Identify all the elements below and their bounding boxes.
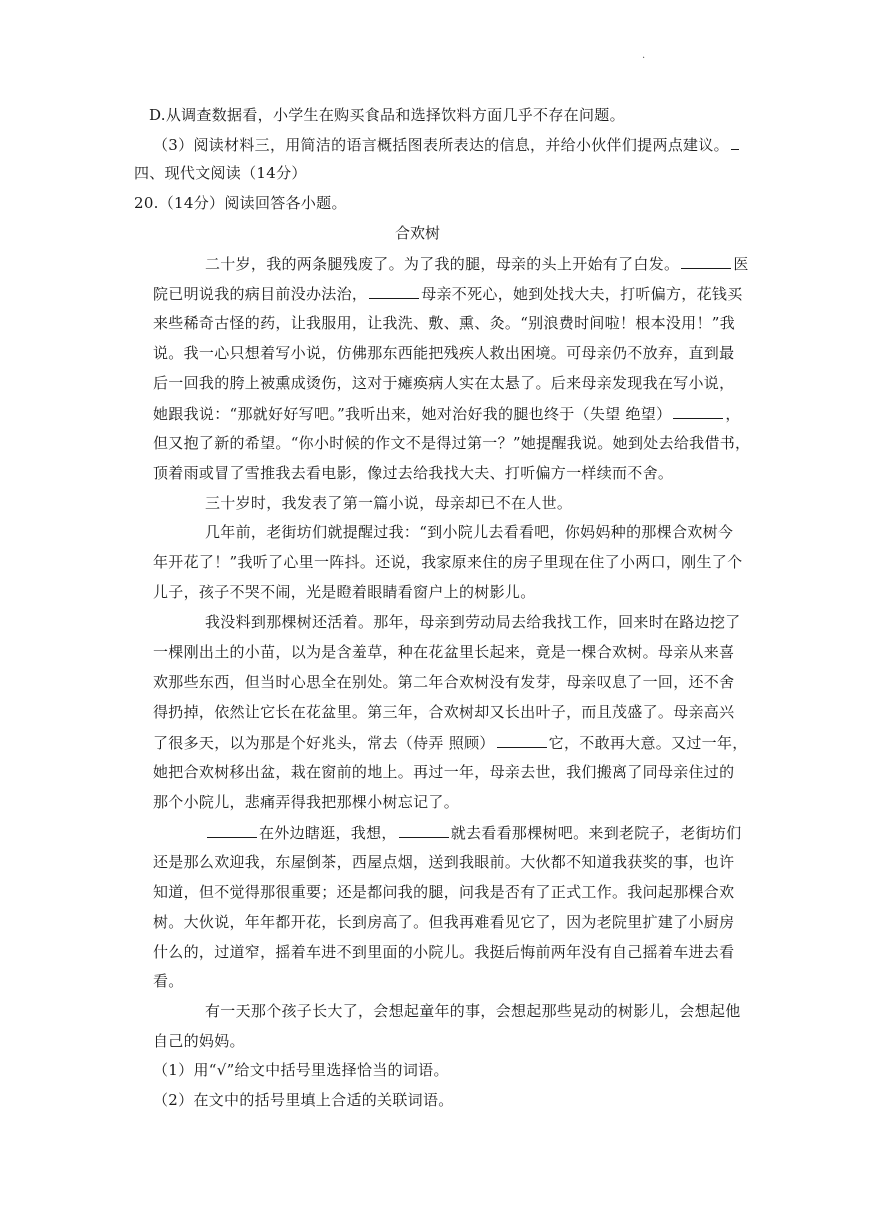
article-title: 合欢树 (395, 224, 441, 242)
sub-question-2: （2）在文中的括号里填上合适的关联词语。 (153, 1091, 454, 1109)
fill-blank[interactable] (369, 283, 419, 299)
article-line: 但又抱了新的希望。“你小时候的作文不是得过第一？”她提醒我说。她到处去给我借书， (153, 434, 751, 452)
article-line: 后一回我的胯上被熏成烫伤，这对于瘫痪病人实在太悬了。后来母亲发现我在写小说， (153, 374, 735, 392)
article-line: 知道，但不觉得那很重要；还是都问我的腿，问我是否有了正式工作。我问起那棵合欢 (153, 883, 735, 901)
article-line: 看。 (153, 972, 184, 990)
article-line: 儿子，孩子不哭不闹，光是瞪着眼睛看窗户上的树影儿。 (153, 583, 536, 601)
article-line: 我没料到那棵树还活着。那年，母亲到劳动局去给我找工作，回来时在路边挖了 (205, 613, 741, 631)
article-line (153, 732, 748, 753)
answer-blank[interactable] (731, 134, 739, 150)
article-line: 欢那些东西，但当时心思全在别处。第二年合欢树没有发芽，母亲叹息了一回，还不舍 (153, 673, 735, 691)
article-line: 来些稀奇古怪的药，让我服用，让我洗、敷、熏、灸。“别浪费时间啦！根本没用！”我 (153, 314, 736, 332)
text-span: 在外边瞎逛，我想， (259, 824, 397, 842)
question-20: 20.（14分）阅读回答各小题。 (134, 194, 347, 212)
fill-blank[interactable] (497, 732, 547, 748)
article-line (153, 283, 743, 304)
text-span: 院已明说我的病目前没办法治， (153, 285, 368, 303)
question-3-text: （3）阅读材料三，用简洁的语言概括图表所表达的信息，并给小伙伴们提两点建议。 (153, 136, 729, 154)
text-span: ， (725, 405, 741, 423)
text-span: 医 (733, 255, 749, 273)
article-line: 几年前，老街坊们就提醒过我：“到小院儿去看看吧，你妈妈种的那棵合欢树今 (205, 523, 734, 541)
text-span: 就去看看那棵树吧。来到老院子，老街坊们 (450, 824, 742, 842)
article-line: 她把合欢树移出盆，栽在窗前的地上。再过一年，母亲去世，我们搬离了同母亲住过的 (153, 763, 735, 781)
text-span: 二十岁，我的两条腿残废了。为了我的腿，母亲的头上开始有了白发。 (205, 255, 680, 273)
fill-blank[interactable] (681, 253, 731, 269)
article-line: 顶着雨或冒了雪推我去看电影，像过去给我找大夫、打听偏方一样续而不舍。 (153, 464, 674, 482)
article-line: 树。大伙说，年年都开花，长到房高了。但我再难看见它了，因为老院里扩建了小厨房 (153, 913, 735, 931)
sub-question-1: （1）用“√”给文中括号里选择恰当的词语。 (153, 1061, 449, 1079)
article-line (205, 822, 741, 843)
article-line (205, 253, 749, 274)
fill-blank[interactable] (673, 403, 723, 419)
fill-blank[interactable] (207, 822, 257, 838)
article-line: 那个小院儿，悲痛弄得我把那棵小树忘记了。 (153, 793, 460, 811)
question-3 (153, 134, 741, 155)
text-span: 它，不敢再大意。又过一年， (548, 734, 748, 752)
article-line: 有一天那个孩子长大了，会想起童年的事，会想起那些晃动的树影儿，会想起他 (205, 1002, 741, 1020)
article-line (153, 403, 741, 424)
article-line: 自己的妈妈。 (153, 1032, 245, 1050)
text-span: 母亲不死心，她到处找大夫，打听偏方，花钱买 (421, 285, 743, 303)
article-line: 还是那么欢迎我，东屋倒茶，西屋点烟，送到我眼前。大伙都不知道我获奖的事，也许 (153, 853, 735, 871)
text-span: 了很多天，以为那是个好兆头，常去（侍弄 照顾） (153, 734, 495, 752)
article-line: 得扔掉，依然让它长在花盆里。第三年，合欢树却又长出叶子，而且茂盛了。母亲高兴 (153, 703, 735, 721)
option-d: D.从调查数据看，小学生在购买食品和选择饮料方面几乎不存在问题。 (149, 106, 625, 124)
article-line: 三十岁时，我发表了第一篇小说，母亲却已不在人世。 (205, 494, 573, 512)
article-line: 年开花了！”我听了心里一阵抖。还说，我家原来住的房子里现在住了小两口，刚生了个 (153, 553, 743, 571)
article-line: 什么的，过道窄，摇着车进不到里面的小院儿。我挺后悔前两年没有自己摇着车进去看 (153, 943, 735, 961)
fill-blank[interactable] (399, 822, 449, 838)
text-span: 她跟我说：“那就好好写吧。”我听出来，她对治好我的腿也终于（失望 绝望） (153, 405, 672, 423)
article-line: 说。我一心只想着写小说，仿佛那东西能把残疾人救出困境。可母亲仍不放弃，直到最 (153, 344, 735, 362)
header-dot: . (642, 50, 646, 61)
article-line: 一棵刚出土的小苗，以为是含羞草，种在花盆里长起来，竟是一棵合欢树。母亲从来喜 (153, 643, 735, 661)
section-heading: 四、现代文阅读（14分） (134, 164, 307, 182)
